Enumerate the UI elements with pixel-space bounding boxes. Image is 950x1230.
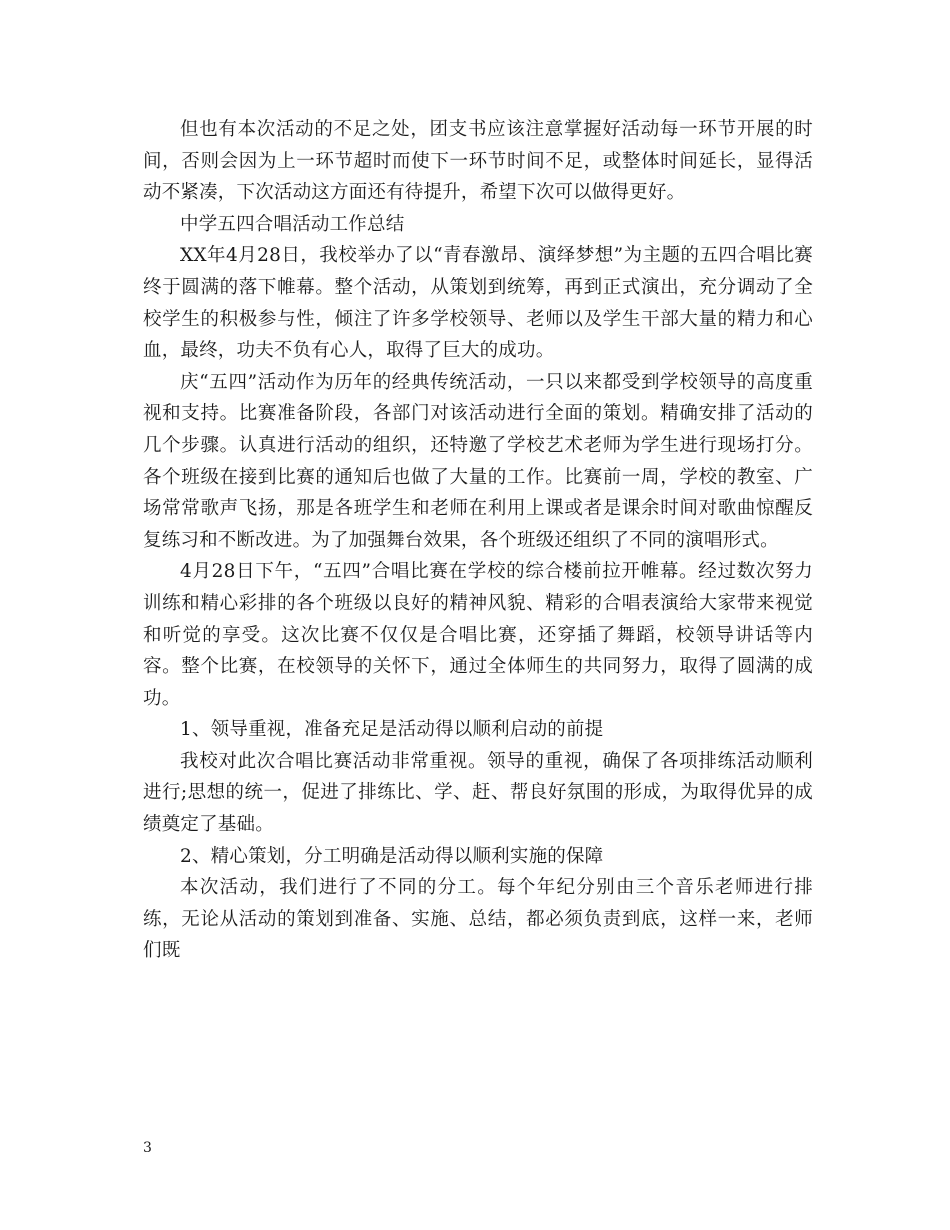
paragraph-division: 本次活动，我们进行了不同的分工。每个年纪分别由三个音乐老师进行排练，无论从活动的策划到准备、实施、总结，都必须负责到底，这样一来，老师们既 [143, 877, 813, 962]
paragraph-shortcomings: 但也有本次活动的不足之处，团支书应该注意掌握好活动每一环节开展的时间，否则会因为上一环节超时而使下一环节时间不足，或整体时间延长，显得活动不紧凑，下次活动这方面还有待提升，希望下次可以做得更好。 [143, 119, 813, 204]
document-body [143, 114, 813, 967]
section-title: 中学五四合唱活动工作总结 [180, 213, 405, 235]
heading-point-2: 2、精心策划，分工明确是活动得以顺利实施的保障 [180, 845, 604, 867]
paragraph-performance: 4月28日下午，“五四”合唱比赛在学校的综合楼前拉开帷幕。经过数次努力训练和精心彩排的各个班级以良好的精神风貌、精彩的合唱表演给大家带来视觉和听觉的享受。这次比赛不仅仅是合唱比赛，还穿插了舞蹈，校领导讲话等内容。整个比赛，在校领导的关怀下，通过全体师生的共同努力，取得了圆满的成功。 [143, 561, 813, 709]
paragraph-intro: XX年4月28日，我校举办了以“青春激昂、演绎梦想”为主题的五四合唱比赛终于圆满的落下帷幕。整个活动，从策划到统筹，再到正式演出，充分调动了全校学生的积极参与性，倾注了许多学校领导、老师以及学生干部大量的精力和心血，最终，功夫不负有心人，取得了巨大的成功。 [143, 245, 813, 362]
heading-point-1: 1、领导重视，准备充足是活动得以顺利启动的前提 [180, 719, 604, 741]
paragraph-preparation: 庆“五四”活动作为历年的经典传统活动，一只以来都受到学校领导的高度重视和支持。比赛准备阶段，各部门对该活动进行全面的策划。精确安排了活动的几个步骤。认真进行活动的组织，还特邀了学校艺术老师为学生进行现场打分。各个班级在接到比赛的通知后也做了大量的工作。比赛前一周，学校的教室、广场常常歌声飞扬，那是各班学生和老师在利用上课或者是课余时间对歌曲惊醒反复练习和不断改进。为了加强舞台效果，各个班级还组织了不同的演唱形式。 [143, 371, 813, 551]
page-number: 3 [143, 1140, 152, 1156]
paragraph-leadership: 我校对此次合唱比赛活动非常重视。领导的重视，确保了各项排练活动顺利进行;思想的统一，促进了排练比、学、赶、帮良好氛围的形成，为取得优异的成绩奠定了基础。 [143, 750, 813, 836]
